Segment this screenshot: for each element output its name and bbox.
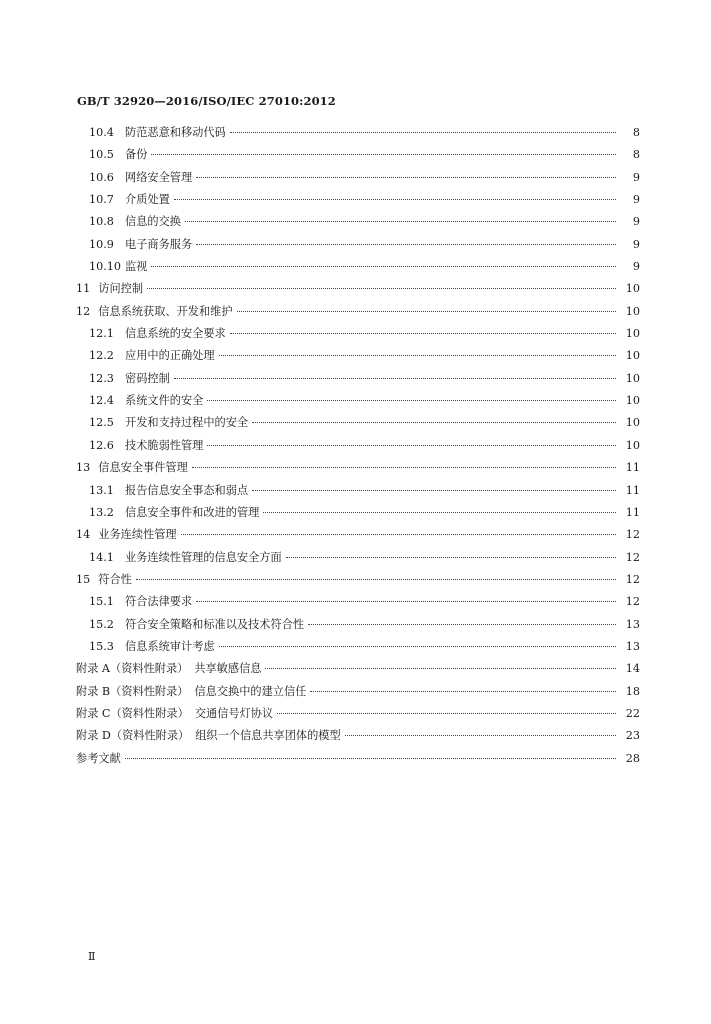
toc-entry[interactable] (76, 437, 640, 459)
dot-leader (174, 199, 616, 200)
dot-leader (147, 288, 616, 289)
toc-entry-page: 10 (625, 416, 640, 430)
dot-leader (252, 422, 616, 423)
toc-entry-page: 12 (625, 528, 640, 542)
toc-entry-page: 14 (625, 662, 640, 676)
toc-entry-number: 12.1 (89, 327, 114, 341)
toc-entry-page: 8 (632, 126, 640, 139)
toc-entry-title: 符合性 (98, 572, 132, 586)
toc-entry-title: 报告信息安全事态和弱点 (125, 483, 249, 497)
dot-leader (151, 154, 616, 155)
dot-leader (265, 668, 616, 669)
toc-entry-number: 12.5 (89, 416, 114, 430)
toc-entry-page: 8 (632, 148, 640, 162)
dot-leader (185, 221, 616, 222)
toc-entry-number: 10.10 (89, 260, 122, 274)
dot-leader (219, 355, 616, 356)
toc-entry-number: 11 (76, 282, 91, 296)
toc-entry-page: 10 (625, 327, 640, 341)
dot-leader (230, 132, 616, 133)
toc-entry-number: 15 (76, 572, 91, 586)
toc-entry-page: 28 (625, 751, 640, 765)
toc-entry-number: 15.2 (89, 617, 114, 631)
toc-entry-page: 11 (625, 461, 640, 475)
toc-entry-title: 信息系统审计考虑 (125, 639, 215, 653)
toc-entry[interactable] (76, 571, 640, 593)
toc-entry-title: 监视 (125, 260, 148, 274)
toc-entry-number: 10.7 (89, 193, 114, 207)
toc-entry-number: 15.1 (89, 595, 114, 609)
dot-leader (308, 624, 616, 625)
toc-entry[interactable] (76, 504, 640, 526)
dot-leader (207, 445, 616, 446)
toc-entry-number: 12.2 (89, 349, 114, 363)
table-of-contents (76, 124, 640, 772)
dot-leader (286, 557, 616, 558)
toc-entry[interactable] (76, 236, 640, 258)
toc-entry-title: 交通信号灯协议 (194, 706, 274, 720)
toc-entry-title: 系统文件的安全 (125, 394, 204, 408)
toc-entry-page: 22 (625, 706, 640, 720)
toc-entry[interactable] (76, 638, 640, 660)
toc-entry-title: 符合法律要求 (125, 595, 193, 609)
toc-entry-number: 15.3 (89, 639, 114, 653)
dot-leader (196, 177, 616, 178)
toc-entry-number: 附录 D（资料性附录） (76, 729, 190, 743)
dot-leader (230, 333, 616, 334)
toc-entry[interactable] (76, 727, 640, 749)
dot-leader (196, 601, 616, 602)
dot-leader (125, 758, 616, 759)
toc-entry-title: 访问控制 (98, 282, 144, 296)
toc-entry[interactable] (76, 459, 640, 481)
dot-leader (181, 534, 616, 535)
dot-leader (237, 311, 616, 312)
toc-entry-page: 13 (625, 639, 640, 653)
toc-entry-number: 附录 A（资料性附录） (76, 662, 189, 676)
toc-entry[interactable] (76, 482, 640, 504)
toc-entry-number: 14 (76, 528, 91, 542)
toc-entry-page: 18 (625, 684, 640, 698)
toc-entry-page: 23 (625, 729, 640, 743)
toc-entry-page: 12 (625, 572, 640, 586)
toc-entry-page: 10 (625, 438, 640, 452)
toc-entry[interactable] (76, 683, 640, 705)
toc-entry-number: 10.9 (89, 237, 114, 251)
dot-leader (252, 490, 616, 491)
toc-entry-page: 10 (625, 394, 640, 408)
toc-entry-title: 介质处置 (125, 193, 170, 207)
toc-entry-page: 9 (632, 215, 640, 229)
dot-leader (207, 400, 616, 401)
toc-entry-page: 9 (632, 170, 640, 184)
toc-entry-title: 密码控制 (125, 371, 170, 385)
toc-entry-number: 13.1 (89, 483, 114, 497)
page-header: GB/T 32920—2016/ISO/IEC 27010:2012 (77, 94, 336, 108)
dot-leader (310, 691, 616, 692)
dot-leader (192, 467, 616, 468)
toc-entry-title: 业务连续性管理 (98, 528, 177, 542)
toc-entry-number: 10.5 (89, 148, 114, 162)
dot-leader (174, 378, 616, 379)
toc-entry-page: 11 (625, 505, 640, 519)
toc-entry-number: 13 (76, 461, 91, 475)
toc-entry[interactable] (76, 169, 640, 191)
toc-entry-page: 9 (632, 237, 640, 251)
toc-entry[interactable] (76, 325, 640, 347)
toc-entry-number: 12 (76, 304, 91, 318)
dot-leader (219, 646, 616, 647)
toc-entry-title: 信息的交换 (125, 215, 181, 229)
toc-entry-number: 13.2 (89, 505, 114, 519)
toc-entry[interactable] (76, 258, 640, 280)
toc-entry[interactable] (76, 414, 640, 436)
toc-entry-number: 10.6 (89, 170, 114, 184)
toc-entry-title: 组织一个信息共享团体的模型 (195, 729, 341, 743)
toc-entry-title: 备份 (125, 148, 148, 162)
toc-entry-page: 10 (625, 349, 640, 363)
toc-entry-number: 10.4 (89, 126, 114, 139)
page-number: Ⅱ (88, 950, 96, 963)
toc-entry[interactable] (76, 750, 640, 772)
toc-entry-page: 10 (625, 304, 640, 318)
toc-entry-number: 12.6 (89, 438, 114, 452)
toc-entry[interactable] (76, 392, 640, 414)
dot-leader (263, 512, 616, 513)
toc-entry-page: 9 (632, 193, 640, 207)
toc-entry-title: 网络安全管理 (125, 170, 193, 184)
dot-leader (136, 579, 616, 580)
toc-entry-number: 14.1 (89, 550, 114, 564)
toc-entry-title: 技术脆弱性管理 (125, 438, 204, 452)
toc-entry-title: 符合安全策略和标准以及技术符合性 (125, 617, 305, 631)
toc-entry[interactable] (76, 593, 640, 615)
toc-entry[interactable] (76, 303, 640, 325)
toc-entry-title: 应用中的正确处理 (125, 349, 215, 363)
toc-entry-page: 11 (625, 483, 640, 497)
toc-entry[interactable] (76, 549, 640, 571)
toc-entry-page: 13 (625, 617, 640, 631)
toc-entry[interactable] (76, 124, 640, 146)
dot-leader (196, 244, 616, 245)
toc-entry-title: 防范恶意和移动代码 (125, 126, 226, 139)
toc-entry[interactable] (76, 191, 640, 213)
toc-entry-title: 共享敏感信息 (194, 662, 262, 676)
toc-entry-page: 9 (632, 260, 640, 274)
toc-entry-title: 信息系统的安全要求 (125, 327, 226, 341)
toc-entry-title: 信息系统获取、开发和维护 (98, 304, 233, 318)
toc-entry-page: 10 (625, 371, 640, 385)
toc-entry-number: 12.4 (89, 394, 114, 408)
toc-entry[interactable] (76, 705, 640, 727)
toc-entry-title: 信息安全事件和改进的管理 (125, 505, 260, 519)
toc-entry-title: 电子商务服务 (125, 237, 193, 251)
toc-entry-number: 附录 B（资料性附录） (76, 684, 189, 698)
toc-entry-page: 12 (625, 595, 640, 609)
dot-leader (345, 735, 616, 736)
toc-entry-title: 参考文献 (76, 751, 121, 765)
toc-entry[interactable] (76, 280, 640, 302)
toc-entry-number: 附录 C（资料性附录） (76, 706, 189, 720)
dot-leader (277, 713, 616, 714)
toc-entry-number: 10.8 (89, 215, 114, 229)
toc-entry[interactable] (76, 370, 640, 392)
toc-entry-page: 10 (625, 282, 640, 296)
toc-entry[interactable] (76, 526, 640, 548)
toc-entry-number: 12.3 (89, 371, 114, 385)
toc-entry-title: 信息交换中的建立信任 (194, 684, 307, 698)
toc-entry[interactable] (76, 146, 640, 168)
toc-entry-title: 信息安全事件管理 (98, 461, 188, 475)
toc-entry[interactable] (76, 213, 640, 235)
toc-entry-title: 业务连续性管理的信息安全方面 (125, 550, 282, 564)
toc-entry[interactable] (76, 347, 640, 369)
toc-entry[interactable] (76, 660, 640, 682)
toc-entry-page: 12 (625, 550, 640, 564)
toc-entry[interactable] (76, 616, 640, 638)
dot-leader (151, 266, 616, 267)
toc-entry-title: 开发和支持过程中的安全 (125, 416, 249, 430)
